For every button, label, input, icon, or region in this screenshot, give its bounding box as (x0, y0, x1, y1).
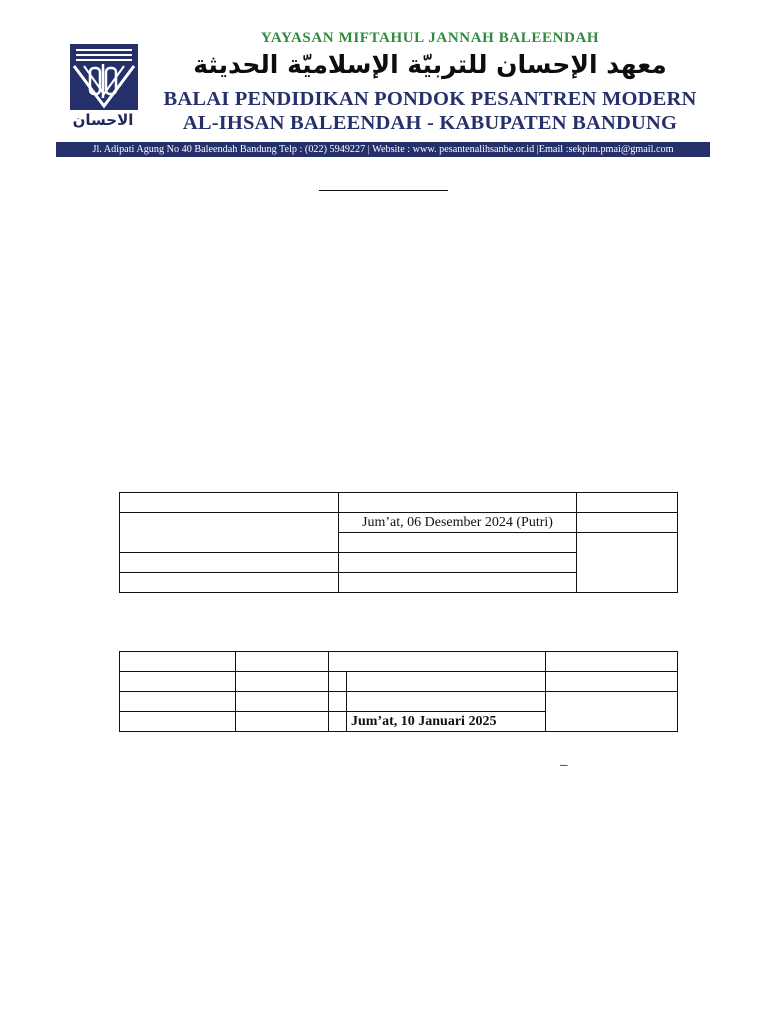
date-putri-cell: Jum’at, 06 Desember 2024 (Putri) (339, 513, 577, 533)
table-cell (329, 672, 347, 692)
table-cell (546, 672, 678, 692)
title-underline (319, 190, 448, 191)
table-cell (339, 553, 577, 573)
table-row (120, 652, 678, 672)
table-row (120, 692, 678, 712)
table-cell (577, 533, 678, 593)
table-cell (120, 493, 339, 513)
arabic-institution-name: معهد الإحسان للتربيّة الإسلاميّة الحديثة (193, 50, 667, 79)
date-cell: Jum’at, 10 Januari 2025 (347, 712, 546, 732)
table-cell (546, 692, 678, 732)
table-cell (120, 652, 236, 672)
table-cell (339, 493, 577, 513)
schedule-table-2 (119, 651, 678, 732)
table-row (120, 513, 678, 533)
letterhead (56, 20, 710, 160)
table-row (120, 493, 678, 513)
footer-mark: _ (560, 752, 568, 768)
table-cell (577, 493, 678, 513)
table-cell (120, 712, 236, 732)
table-cell (120, 692, 236, 712)
table-cell (236, 672, 329, 692)
schedule-table-1 (119, 492, 678, 593)
table-cell (120, 672, 236, 692)
table-cell (546, 652, 678, 672)
table-cell (329, 692, 347, 712)
table-cell (120, 573, 339, 593)
foundation-name: YAYASAN MIFTAHUL JANNAH BALEENDAH (260, 30, 600, 46)
table-cell (577, 513, 678, 533)
table-row (120, 672, 678, 692)
table-cell (339, 573, 577, 593)
table-cell (236, 692, 329, 712)
table-cell (339, 533, 577, 553)
table-cell (347, 672, 546, 692)
institution-name-line1: BALAI PENDIDIKAN PONDOK PESANTREN MODERN (163, 88, 697, 110)
logo-caption: الاحسان (72, 111, 134, 129)
table-cell (120, 553, 339, 573)
table-cell (329, 652, 546, 672)
table-cell (120, 513, 339, 553)
table-cell (236, 712, 329, 732)
table-cell (236, 652, 329, 672)
table-cell (347, 692, 546, 712)
address-bar: Jl. Adipati Agung No 40 Baleendah Bandung Telp : (022) 5949227 | Website : www. pesantenalihsanbe.or.id |Email :sekpim.pmai@gmail.com (56, 142, 710, 157)
table-cell (329, 712, 347, 732)
institution-name-line2: AL-IHSAN BALEENDAH - KABUPATEN BANDUNG (182, 112, 678, 134)
